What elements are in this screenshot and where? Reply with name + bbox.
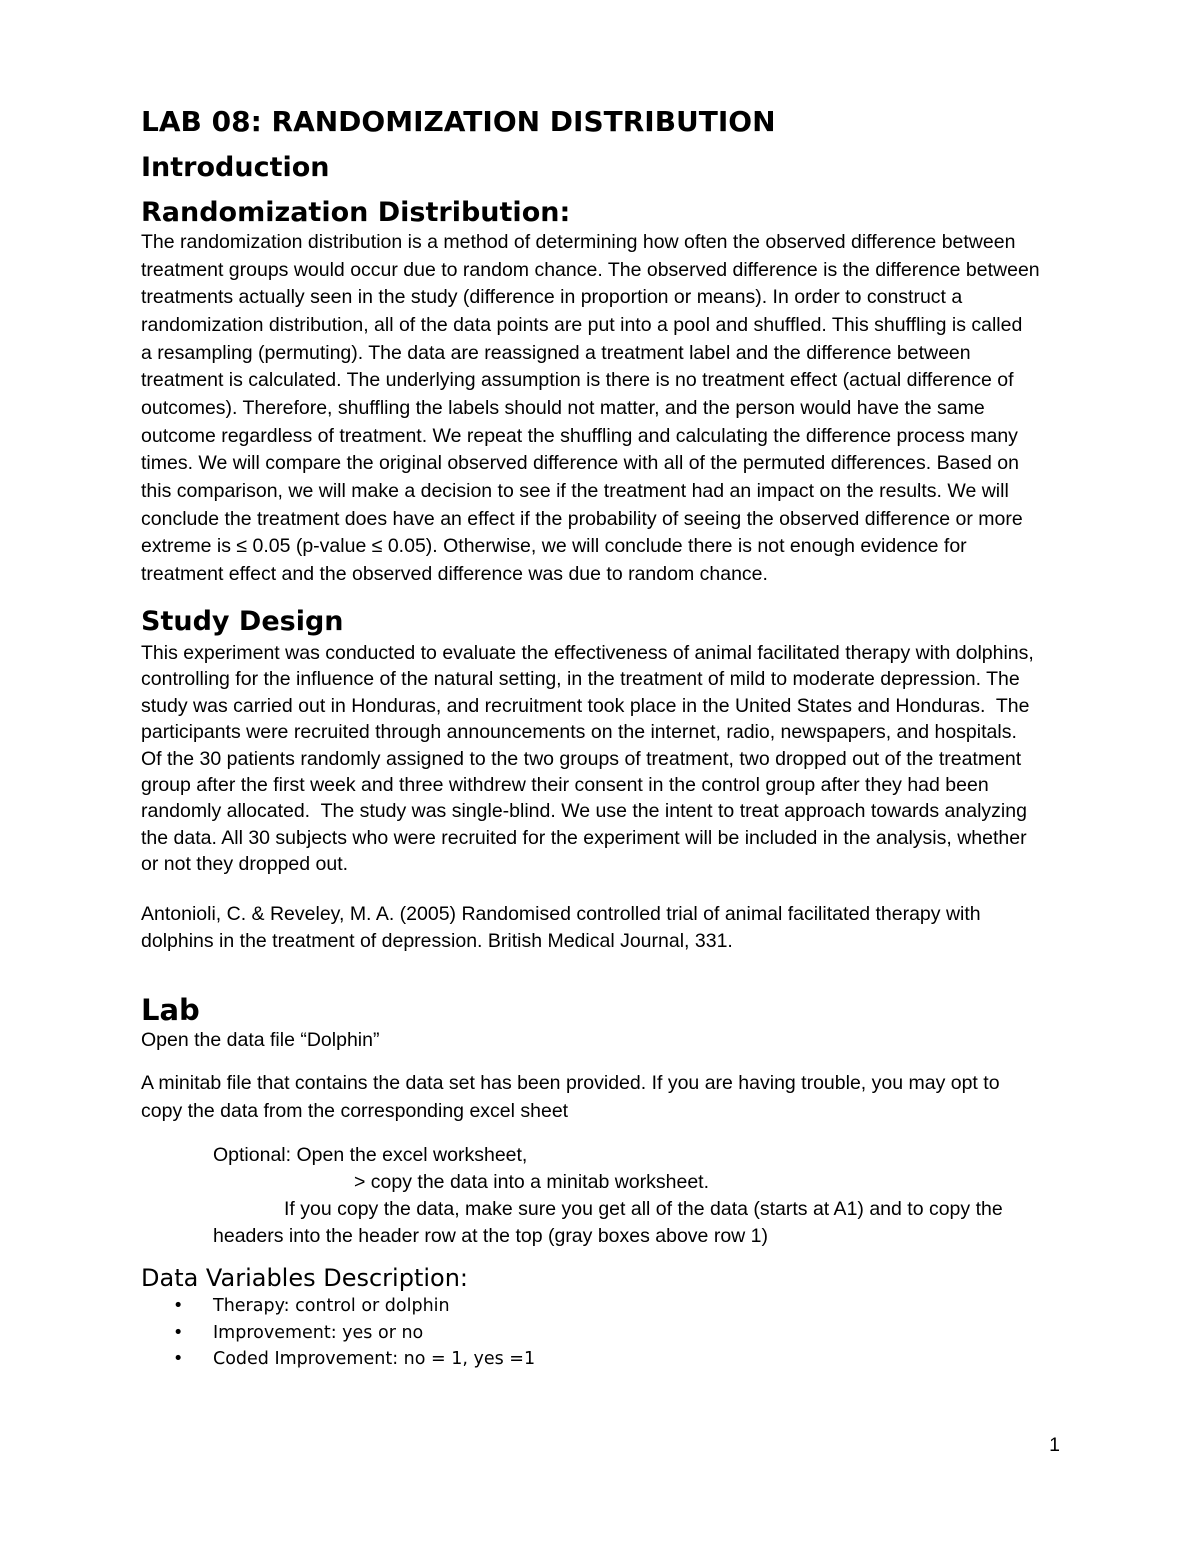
study-design-heading: Study Design: [141, 606, 344, 637]
optional-line: > copy the data into a minitab worksheet.: [354, 1171, 709, 1193]
paragraph-line: group after the first week and three withdrew their consent in the control group after they had been: [141, 774, 989, 797]
citation-line: dolphins in the treatment of depression. British Medical Journal, 331.: [141, 930, 733, 952]
randomization-paragraph: [141, 229, 1040, 589]
paragraph-line: this comparison, we will make a decision to see if the treatment had an impact on the results. We will: [141, 480, 1009, 503]
page-number: 1: [1049, 1434, 1060, 1456]
note-line: copy the data from the corresponding excel sheet: [141, 1100, 569, 1122]
paragraph-line: controlling for the influence of the natural setting, in the treatment of mild to moderate depression. The: [141, 668, 1020, 691]
citation: [141, 901, 981, 955]
bullet-icon: [173, 1320, 183, 1347]
list-item: [141, 1320, 841, 1347]
paragraph-line: The randomization distribution is a method of determining how often the observed difference between: [141, 231, 1016, 253]
bullet-icon: [173, 1293, 183, 1320]
optional-line: If you copy the data, make sure you get all of the data (starts at A1) and to copy the: [284, 1198, 1003, 1220]
paragraph-line: randomization distribution, all of the data points are put into a pool and shuffled. This shuffling is called: [141, 314, 1023, 337]
paragraph-line: randomly allocated. The study was single-blind. We use the intent to treat approach towards analyzing: [141, 800, 1027, 823]
paragraph-line: treatment is calculated. The underlying assumption is there is no treatment effect (actual difference of: [141, 369, 1014, 392]
study-design-paragraph: [141, 640, 1034, 878]
paragraph-line: outcome regardless of treatment. We repeat the shuffling and calculating the difference process many: [141, 424, 1018, 447]
lab-heading: Lab: [141, 993, 200, 1027]
paragraph-line: times. We will compare the original observed difference with all of the permuted differences. Based on: [141, 452, 1019, 475]
data-variables-list: [141, 1293, 841, 1373]
variable-coded-improvement: Coded Improvement: no = 1, yes =1: [213, 1349, 536, 1369]
paragraph-line: participants were recruited through announcements on the internet, radio, newspapers, and hospitals.: [141, 721, 1017, 744]
paragraph-line: or not they dropped out.: [141, 853, 349, 876]
optional-line: headers into the header row at the top (gray boxes above row 1): [213, 1225, 768, 1247]
list-item: [141, 1346, 841, 1373]
paragraph-line: outcomes). Therefore, shuffling the labels should not matter, and the person would have the same: [141, 397, 985, 420]
note-line: A minitab file that contains the data set has been provided. If you are having trouble, you may opt to: [141, 1072, 1000, 1094]
introduction-heading: Introduction: [141, 152, 330, 183]
bullet-icon: [173, 1346, 183, 1373]
optional-instructions: [141, 1142, 1003, 1250]
paragraph-line: treatment groups would occur due to random chance. The observed difference is the difference between: [141, 258, 1040, 281]
paragraph-line: extreme is ≤ 0.05 (p-value ≤ 0.05). Otherwise, we will conclude there is not enough evidence for: [141, 535, 967, 558]
variable-therapy: Therapy: control or dolphin: [213, 1296, 450, 1316]
randomization-distribution-heading: Randomization Distribution:: [141, 197, 571, 228]
paragraph-line: This experiment was conducted to evaluate the effectiveness of animal facilitated therapy with dolphins,: [141, 642, 1034, 664]
variable-improvement: Improvement: yes or no: [213, 1322, 424, 1343]
lab-instruction: [141, 1027, 379, 1054]
paragraph-line: treatment effect and the observed difference was due to random chance.: [141, 563, 768, 586]
document-title: LAB 08: RANDOMIZATION DISTRIBUTION: [141, 105, 776, 138]
paragraph-line: Of the 30 patients randomly assigned to the two groups of treatment, two dropped out of the treatment: [141, 747, 1022, 770]
paragraph-line: treatments actually seen in the study (difference in proportion or means). In order to construct a: [141, 286, 963, 309]
paragraph-line: the data. All 30 subjects who were recruited for the experiment will be included in the analysis, whether: [141, 826, 1027, 849]
lab-note: [141, 1069, 1000, 1125]
data-variables-heading: Data Variables Description:: [141, 1264, 469, 1292]
open-data-file-text: Open the data file “Dolphin”: [141, 1029, 380, 1051]
paragraph-line: conclude the treatment does have an effect if the probability of seeing the observed difference or more: [141, 507, 1023, 530]
paragraph-line: study was carried out in Honduras, and recruitment took place in the United States and Honduras. The: [141, 694, 1030, 717]
list-item: [141, 1293, 841, 1320]
paragraph-line: a resampling (permuting). The data are reassigned a treatment label and the difference between: [141, 341, 971, 364]
citation-line: Antonioli, C. & Reveley, M. A. (2005) Randomised controlled trial of animal facilitated therapy with: [141, 903, 981, 925]
optional-line: Optional: Open the excel worksheet,: [213, 1144, 528, 1166]
